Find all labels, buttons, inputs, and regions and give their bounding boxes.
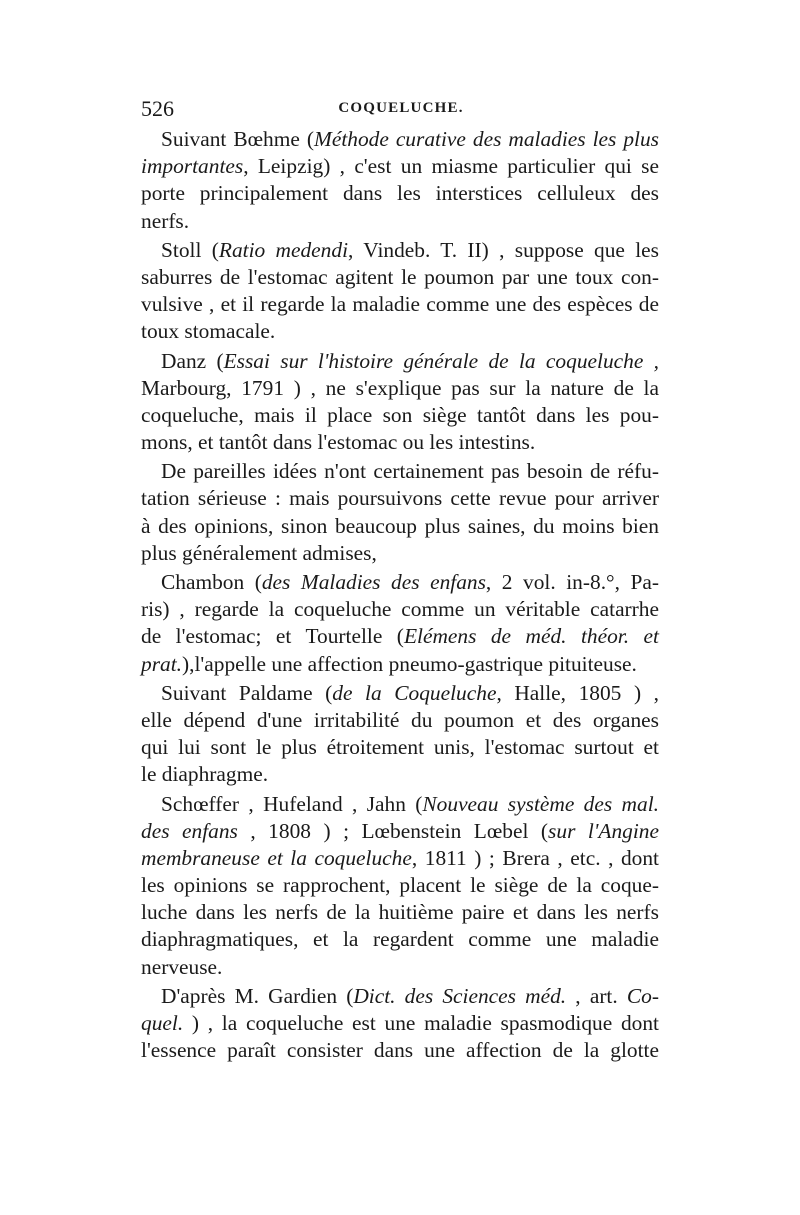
text-run: nerfs. xyxy=(141,208,190,233)
text-line xyxy=(141,375,659,402)
body-text xyxy=(141,126,659,1066)
text-line xyxy=(141,348,659,375)
text-run: qui lui sont le plus étroitement unis, l'estomac surtout et xyxy=(141,735,659,760)
text-run: le diaphragme. xyxy=(141,762,269,787)
text-line xyxy=(141,513,659,540)
paragraph xyxy=(141,126,659,235)
text-run: Danz ( xyxy=(161,348,224,373)
text-run: vulsive , et il regarde la maladie comme une des espèces de xyxy=(141,292,659,317)
text-line xyxy=(141,569,659,596)
text-line xyxy=(141,318,659,345)
text-run: , 1811 ) ; Brera , etc. , dont xyxy=(411,845,659,870)
text-run: les opinions se rapprochent, placent le siège de la coque- xyxy=(141,873,659,898)
italic-citation: importantes xyxy=(141,154,244,179)
paragraph xyxy=(141,680,659,789)
paragraph xyxy=(141,237,659,346)
text-line xyxy=(141,153,659,180)
text-line xyxy=(141,734,659,761)
text-run: Suivant Paldame ( xyxy=(161,680,333,705)
text-run: l'essence paraît consister dans une affection de la glotte xyxy=(141,1038,659,1063)
text-run: D'après M. Gardien ( xyxy=(161,983,354,1008)
text-run: Schœffer , Hufeland , Jahn ( xyxy=(161,791,423,816)
text-line xyxy=(141,818,659,845)
italic-citation: des enfans xyxy=(141,818,238,843)
page-number: 526 xyxy=(141,96,174,121)
italic-citation: Essai sur l'histoire générale de la coqueluche , xyxy=(223,348,659,373)
running-title: COQUELUCHE. xyxy=(338,100,464,116)
text-line xyxy=(141,791,659,818)
italic-citation: Dict. des Sciences méd. xyxy=(353,983,567,1008)
text-run: tation sérieuse : mais poursuivons cette revue pour arriver xyxy=(141,486,659,511)
text-run: diaphragmatiques, et la regardent comme une maladie xyxy=(141,927,659,952)
text-run: luche dans les nerfs de la huitième paire et dans les nerfs xyxy=(141,900,659,925)
text-run: toux stomacale. xyxy=(141,319,276,344)
paragraph xyxy=(141,348,659,457)
text-line xyxy=(141,540,659,567)
text-run: Suivant Bœhme ( xyxy=(161,127,314,151)
text-line xyxy=(141,1037,659,1064)
text-run: à des opinions, sinon beaucoup plus saines, du moins bien xyxy=(141,513,659,538)
text-line xyxy=(141,899,659,926)
text-line xyxy=(141,291,659,318)
text-run: de l'estomac; et Tourtelle ( xyxy=(141,624,404,649)
page-header xyxy=(141,96,661,126)
paragraph xyxy=(141,791,659,981)
text-run: saburres de l'estomac agitent le poumon par une toux con- xyxy=(141,264,659,289)
text-run: , Leipzig) , c'est un miasme particulier qui se xyxy=(243,154,659,179)
italic-citation: Elémens de méd. théor. et xyxy=(403,624,659,649)
text-run: ris) , regarde la coqueluche comme un véritable catarrhe xyxy=(141,597,659,622)
italic-citation: Méthode curative des maladies les plus xyxy=(314,127,659,151)
italic-citation: sur l'Angine xyxy=(548,818,659,843)
text-line xyxy=(141,458,659,485)
text-line xyxy=(141,180,659,207)
text-line xyxy=(141,983,659,1010)
text-run: Chambon ( xyxy=(161,570,262,594)
italic-citation: prat. xyxy=(141,651,183,676)
text-line xyxy=(141,485,659,512)
text-run: ),l'appelle une affection pneumo-gastrique pituiteuse. xyxy=(182,651,637,676)
italic-citation: quel. xyxy=(141,1011,184,1035)
text-run: Stoll ( xyxy=(161,237,219,262)
text-run: , art. xyxy=(566,983,627,1008)
text-line xyxy=(141,761,659,788)
text-run: nerveuse. xyxy=(141,954,223,979)
text-run: elle dépend d'une irritabilité du poumon et des organes xyxy=(141,707,659,732)
text-run: , Halle, 1805 ) , xyxy=(496,680,659,705)
text-line xyxy=(141,264,659,291)
text-line xyxy=(141,845,659,872)
text-run: ) , la coqueluche est une maladie spasmodique dont xyxy=(183,1011,659,1035)
text-run: , Vindeb. T. II) , suppose que les xyxy=(348,237,660,262)
text-run: plus généralement admises, xyxy=(141,540,377,565)
italic-citation: Co- xyxy=(626,983,659,1008)
text-run: De pareilles idées n'ont certainement pas besoin de réfu- xyxy=(161,459,659,484)
italic-citation: de la Coqueluche xyxy=(332,680,497,705)
text-line xyxy=(141,596,659,623)
text-line xyxy=(141,926,659,953)
text-line xyxy=(141,208,659,235)
italic-citation: des Maladies des enfans xyxy=(261,570,486,594)
text-line xyxy=(141,1010,659,1037)
italic-citation: membraneuse et la coqueluche xyxy=(141,845,412,870)
text-line xyxy=(141,872,659,899)
text-line xyxy=(141,237,659,264)
text-run: , 2 vol. in-8.°, Pa- xyxy=(485,570,659,594)
text-run: mons, et tantôt dans l'estomac ou les intestins. xyxy=(141,430,536,455)
text-line xyxy=(141,402,659,429)
text-line xyxy=(141,680,659,707)
text-run: , 1808 ) ; Lœbenstein Lœbel ( xyxy=(237,818,549,843)
italic-citation: Ratio medendi xyxy=(218,237,349,262)
paragraph xyxy=(141,569,659,678)
paragraph xyxy=(141,983,659,1065)
text-run: Marbourg, 1791 ) , ne s'explique pas sur la nature de la xyxy=(141,375,659,400)
text-run: porte principalement dans les interstices celluleux des xyxy=(141,181,659,206)
text-line xyxy=(141,623,659,650)
text-run: coqueluche, mais il place son siège tantôt dans les pou- xyxy=(141,402,659,427)
text-line xyxy=(141,429,659,456)
paragraph xyxy=(141,458,659,567)
text-line xyxy=(141,707,659,734)
text-line xyxy=(141,126,659,153)
italic-citation: Nouveau système des mal. xyxy=(422,791,659,816)
text-line xyxy=(141,651,659,678)
text-line xyxy=(141,954,659,981)
